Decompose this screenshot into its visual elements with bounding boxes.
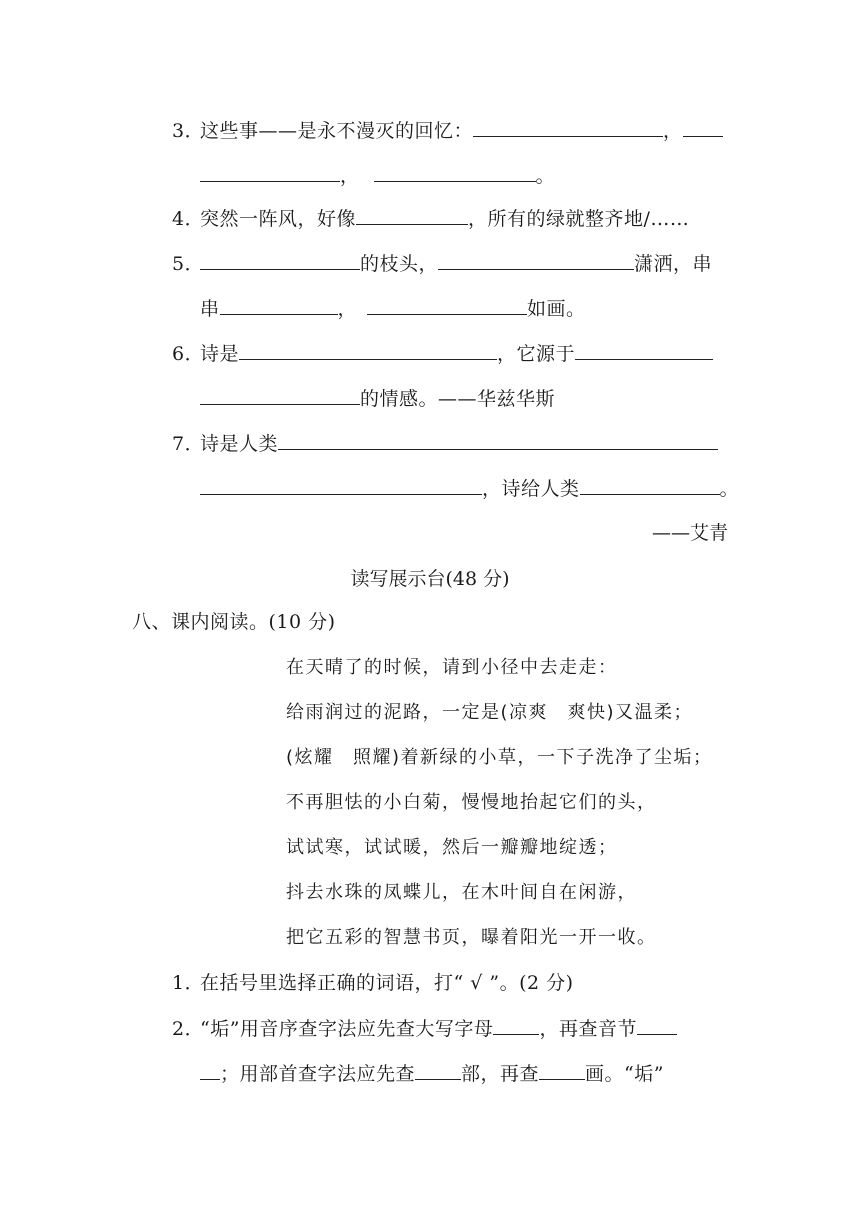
- question-text: 部，再查: [461, 1063, 540, 1085]
- answer-blank[interactable]: [683, 118, 723, 137]
- answer-blank[interactable]: [200, 1061, 220, 1080]
- end-punct: 。: [535, 165, 556, 187]
- question-number: 2．: [172, 1018, 205, 1040]
- poem-line: 不再胆怯的小白菊，慢慢地抬起它们的头，: [286, 792, 657, 813]
- separator: ，: [663, 120, 683, 142]
- question-text: ，它源于: [497, 343, 576, 365]
- answer-blank[interactable]: [239, 341, 497, 360]
- question-stem: 突然一阵风，好像: [200, 208, 357, 230]
- question-3-line-2: [200, 163, 555, 188]
- end-text: 的情感。——华兹华斯: [360, 388, 556, 410]
- answer-blank[interactable]: [200, 251, 360, 270]
- question-number: 5．: [172, 253, 205, 275]
- section-title: 读写展示台(48 分): [350, 568, 510, 590]
- end-text: 如画。: [527, 298, 586, 320]
- question-5-line-1: [172, 251, 712, 276]
- reading-question-2-line-2: [200, 1061, 664, 1086]
- answer-blank[interactable]: [200, 163, 340, 182]
- reading-question-1: [172, 971, 574, 995]
- poem-line: (炫耀 照耀)着新绿的小草，一下子洗净了尘垢；: [286, 747, 713, 768]
- question-3-line-1: [172, 118, 723, 143]
- question-stem: 诗是: [200, 343, 240, 365]
- question-number: 7．: [172, 433, 205, 455]
- question-number: 6．: [172, 343, 205, 365]
- attribution: ——艾青: [651, 522, 728, 544]
- poem-line: 在天晴了的时候，请到小径中去走走：: [286, 657, 618, 678]
- reading-question-2-line-1: [172, 1016, 677, 1041]
- poem-line: 试试寒，试试暖，然后一瓣瓣地绽透；: [286, 837, 618, 858]
- question-text: ，再查音节: [539, 1018, 637, 1040]
- question-number: 3．: [172, 120, 205, 142]
- answer-blank[interactable]: [356, 206, 468, 225]
- answer-blank[interactable]: [200, 476, 482, 495]
- answer-blank[interactable]: [220, 296, 338, 315]
- answer-blank[interactable]: [367, 296, 527, 315]
- question-stem: 诗是人类: [200, 433, 279, 455]
- answer-blank[interactable]: [278, 431, 718, 450]
- question-number: 4．: [172, 208, 205, 230]
- part-8-heading: 八、课内阅读。(10 分): [132, 611, 336, 633]
- answer-blank[interactable]: [575, 341, 713, 360]
- separator: ，: [340, 165, 360, 187]
- question-text: 画。“垢”: [585, 1063, 664, 1085]
- question-number: 1．: [172, 972, 205, 994]
- answer-blank[interactable]: [539, 1061, 585, 1080]
- question-text: 潇洒，串: [634, 253, 713, 275]
- answer-blank[interactable]: [473, 118, 663, 137]
- question-text: ；用部首查字法应先查: [220, 1063, 416, 1085]
- question-6-line-1: [172, 341, 713, 366]
- question-7-line-2: [200, 476, 739, 501]
- question-6-line-2: [200, 386, 555, 411]
- answer-blank[interactable]: [438, 251, 634, 270]
- question-text: ，诗给人类: [482, 478, 580, 500]
- question-text: 串: [200, 298, 220, 320]
- question-text: “垢”用音序查字法应先查大写字母: [200, 1018, 494, 1040]
- answer-blank[interactable]: [415, 1061, 461, 1080]
- question-stem-tail: ，所有的绿就整齐地/……: [468, 208, 690, 230]
- poem-line: 抖去水珠的凤蝶儿，在木叶间自在闲游，: [286, 882, 637, 903]
- question-4: [172, 206, 689, 231]
- question-stem: 这些事——是永不漫灭的回忆：: [200, 120, 474, 142]
- question-text: 在括号里选择正确的词语，打“ √ ”。(2 分): [200, 972, 574, 994]
- poem-line: 把它五彩的智慧书页，曝着阳光一开一收。: [286, 927, 657, 948]
- answer-blank[interactable]: [637, 1016, 677, 1035]
- answer-blank[interactable]: [374, 163, 536, 182]
- end-punct: 。: [719, 478, 740, 500]
- answer-blank[interactable]: [493, 1016, 539, 1035]
- separator: ，: [337, 298, 358, 320]
- question-5-line-2: [200, 296, 586, 321]
- question-7-line-1: [172, 431, 718, 456]
- answer-blank[interactable]: [200, 386, 360, 405]
- answer-blank[interactable]: [580, 476, 720, 495]
- poem-line: 给雨润过的泥路，一定是(凉爽 爽快)又温柔；: [286, 702, 694, 723]
- question-text: 的枝头，: [360, 253, 439, 275]
